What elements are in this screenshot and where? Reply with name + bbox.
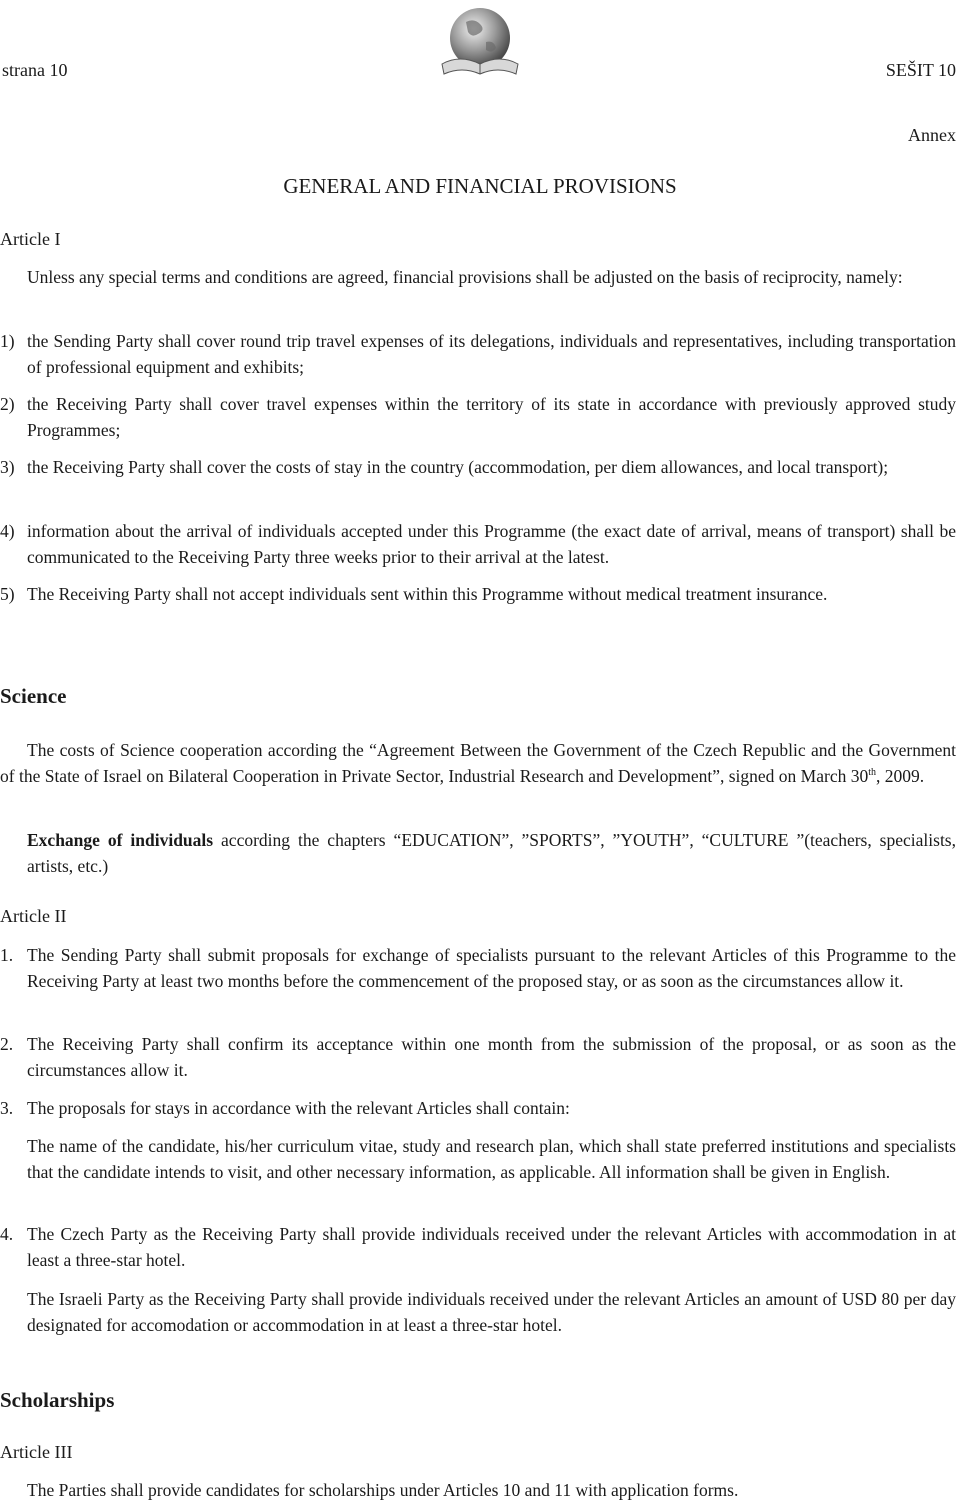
item-text: The Receiving Party shall not accept individuals sent within this Programme without medical treatment insurance. — [27, 584, 828, 604]
article-3-label: Article III — [0, 1442, 73, 1462]
article-2-label: Article II — [0, 906, 67, 926]
article-2-item-3 — [0, 1095, 956, 1121]
science-text: The costs of Science cooperation according the “Agreement Between the Government of the Czech Republic and the Government of the State of Israel on Bilateral Cooperation in Private Sector, Industrial Research and Development”, signed on March 30 — [0, 740, 956, 786]
science-paragraph — [0, 737, 956, 789]
article-2-item-3-detail: The name of the candidate, his/her curriculum vitae, study and research plan, which shall state preferred institutions and specialists that the candidate intends to visit, and other necessary information, as applicable. All information shall be given in English. — [27, 1136, 956, 1182]
item-text: The Receiving Party shall confirm its acceptance within one month from the submission of the proposal, or as soon as the circumstances allow it. — [27, 1034, 956, 1080]
item-number: 2. — [0, 1034, 14, 1054]
exchange-text: according the chapters “EDUCATION”, ”SPORTS”, ”YOUTH”, “CULTURE ”(teachers, specialists, artists, etc.) — [27, 830, 956, 876]
item-number: 4) — [0, 521, 15, 541]
article-1-intro: Unless any special terms and conditions are agreed, financial provisions shall be adjusted on the basis of reciprocity, namely: — [27, 267, 903, 287]
page-title: GENERAL AND FINANCIAL PROVISIONS — [283, 174, 677, 198]
item-number: 1) — [0, 331, 15, 351]
item-text: the Receiving Party shall cover the costs of stay in the country (accommodation, per diem allowances, and local transport); — [27, 457, 889, 477]
article-1-item-3 — [0, 454, 956, 480]
article-1-item-5 — [0, 581, 956, 607]
article-1-label: Article I — [0, 229, 61, 249]
exchange-bold-label: Exchange of individuals — [27, 830, 214, 850]
article-2-item-1 — [0, 942, 956, 994]
scholarships-heading: Scholarships — [0, 1388, 115, 1412]
exchange-paragraph — [27, 827, 956, 879]
article-2-item-2 — [0, 1031, 956, 1083]
article-1-item-2 — [0, 391, 956, 443]
science-heading: Science — [0, 684, 67, 708]
article-2-item-4-detail: The Israeli Party as the Receiving Party shall provide individuals received under the relevant Articles an amount of USD 80 per day designated for accomodation or accommodation in at least a three-star hotel. — [27, 1289, 956, 1335]
item-number: 5) — [0, 584, 15, 604]
item-text: The Sending Party shall submit proposals for exchange of specialists pursuant to the relevant Articles of this Programme to the Receiving Party at least two months before the commencement of the proposed stay, or as soon as the circumstances allow it. — [27, 945, 956, 991]
article-1-item-1 — [0, 328, 956, 380]
item-text: the Sending Party shall cover round trip travel expenses of its delegations, individuals and representatives, including transportation of professional equipment and exhibits; — [27, 331, 956, 377]
article-1-item-4 — [0, 518, 956, 570]
issue-number: SEŠIT 10 — [885, 60, 956, 80]
article-2-item-4 — [0, 1221, 956, 1273]
science-date-end: , 2009. — [876, 766, 925, 786]
item-number: 2) — [0, 394, 15, 414]
item-text: The Czech Party as the Receiving Party shall provide individuals received under the relevant Articles with accommodation in at least a three-star hotel. — [27, 1224, 956, 1270]
item-number: 1. — [0, 945, 14, 965]
item-number: 3) — [0, 457, 15, 477]
item-number: 4. — [0, 1224, 14, 1244]
page-number: strana 10 — [2, 60, 68, 80]
item-text: information about the arrival of individuals accepted under this Programme (the exact date of arrival, means of transport) shall be communicated to the Receiving Party three weeks prior to their arrival at the latest. — [27, 521, 956, 567]
annex-label: Annex — [908, 125, 956, 145]
item-text: The proposals for stays in accordance with the relevant Articles shall contain: — [27, 1098, 570, 1118]
globe-book-logo-icon — [436, 2, 520, 86]
ordinal-suffix: th — [868, 767, 876, 779]
item-text: the Receiving Party shall cover travel expenses within the territory of its state in accordance with previously approved study Programmes; — [27, 394, 956, 440]
scholarships-text: The Parties shall provide candidates for scholarships under Articles 10 and 11 with application forms. — [27, 1480, 739, 1500]
item-number: 3. — [0, 1098, 14, 1118]
